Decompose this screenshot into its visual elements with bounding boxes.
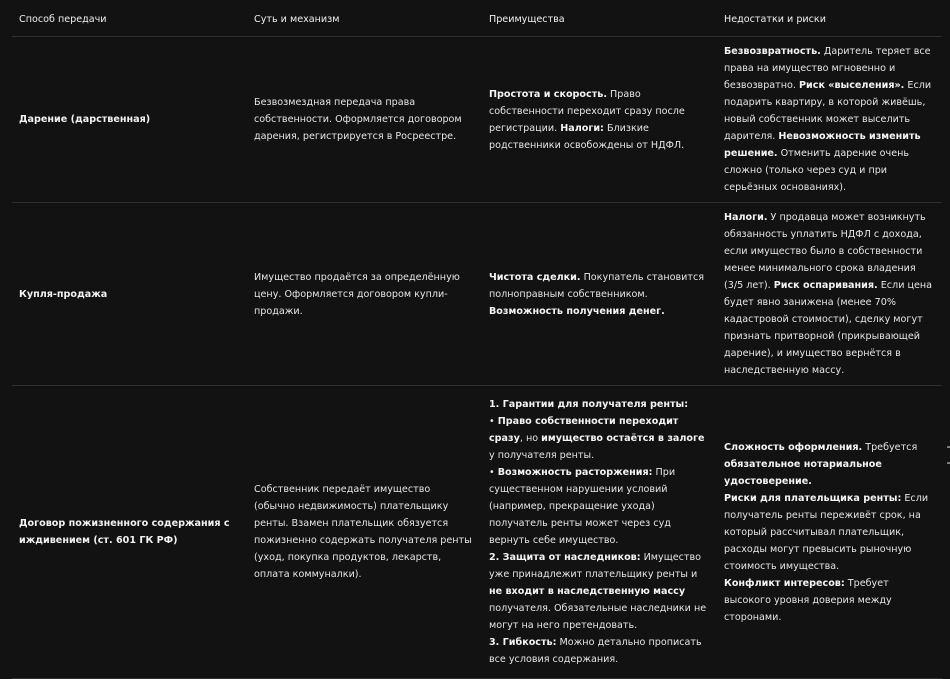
row-advantages-sale bbox=[482, 203, 717, 386]
row-risks-gift bbox=[717, 37, 942, 203]
cell-text: Право собственности переходит сразу после регистрации. bbox=[489, 88, 685, 134]
cell-paragraph bbox=[724, 575, 934, 626]
table-row bbox=[12, 37, 942, 203]
cell-paragraph bbox=[724, 439, 934, 490]
bold-term: Налоги: bbox=[560, 122, 604, 134]
row-method-sale: Купля-продажа bbox=[12, 203, 247, 386]
cell-text: Требуется bbox=[862, 441, 918, 453]
row-method-gift: Дарение (дарственная) bbox=[12, 37, 247, 203]
header-essence: Суть и механизм bbox=[247, 0, 482, 37]
bold-term: Риск оспаривания. bbox=[773, 280, 878, 291]
cell-paragraph bbox=[489, 634, 709, 668]
cell-text: Если получатель ренты переживёт срок, на который рассчитывал плательщик, расходы могут превысить рыночную стоимость имущества. bbox=[724, 492, 929, 572]
bold-term: Право собственности переходит сразу bbox=[489, 416, 679, 444]
cell-text: Даритель теряет все права на имущество мгновенно и безвозвратно. bbox=[724, 46, 931, 91]
bold-term: 2. Защита от наследников: bbox=[489, 552, 641, 563]
cell-text: Отменить дарение очень сложно (только через суд и при серьёзных основаниях). bbox=[724, 148, 910, 193]
table-row bbox=[12, 386, 942, 679]
cell-paragraph bbox=[489, 413, 709, 464]
cell-text: Если цена будет явно занижена (менее 70% кадастровой стоимости), сделку могут признать притворной (прикрывающей дарение), и имущество вернётся в наследственную массу. bbox=[724, 280, 933, 376]
row-risks-annuity bbox=[717, 386, 942, 679]
cell-text: , но bbox=[519, 433, 542, 444]
bold-term: Невозможность изменить решение. bbox=[724, 131, 921, 159]
bold-term: Чистота сделки. bbox=[489, 271, 581, 283]
cell-text: получателя. Обязательные наследники не могут на него претендовать. bbox=[489, 603, 707, 631]
row-essence-sale: Имущество продаётся за определённую цену. Оформляется договором купли-продажи. bbox=[247, 203, 482, 386]
bold-term: Возможность получения денег. bbox=[489, 305, 665, 317]
header-method: Способ передачи bbox=[12, 0, 247, 37]
cell-text: Можно детально прописать все условия содержания. bbox=[489, 637, 702, 665]
bold-term: 3. Гибкость: bbox=[489, 637, 557, 648]
bold-term: 1. Гарантии для получателя ренты: bbox=[489, 399, 689, 410]
bold-term: имущество остаётся в залоге bbox=[541, 433, 705, 444]
cell-text: Требует высокого уровня доверия между сторонами. bbox=[724, 577, 892, 623]
cell-paragraph bbox=[489, 464, 709, 549]
cell-text: Близкие родственники освобождены от НДФЛ. bbox=[489, 122, 685, 151]
header-risks: Недостатки и риски bbox=[717, 0, 942, 37]
bold-term: Сложность оформления. bbox=[724, 441, 863, 453]
header-advantages: Преимущества bbox=[482, 0, 717, 37]
row-advantages-annuity bbox=[482, 386, 717, 679]
bold-term: обязательное нотариальное удостоверение. bbox=[724, 458, 882, 487]
cell-text: При существенном нарушении условий (например, прекращение ухода) получатель ренты может через суд вернуть себе имущество. bbox=[489, 467, 676, 546]
bold-term: не входит в наследственную массу bbox=[489, 586, 686, 597]
row-essence-gift: Безвозмездная передача права собственности. Оформляется договором дарения, регистрируется в Росреестре. bbox=[247, 37, 482, 203]
cell-text: Покупатель становится полноправным собственником. bbox=[489, 271, 705, 300]
row-risks-sale bbox=[717, 203, 942, 386]
bold-term: Риски для плательщика ренты: bbox=[724, 492, 902, 504]
bold-term: Простота и скорость. bbox=[489, 88, 607, 100]
comparison-table bbox=[12, 0, 942, 679]
table-row bbox=[12, 203, 942, 386]
bold-term: Конфликт интересов: bbox=[724, 577, 845, 589]
row-essence-annuity: Собственник передаёт имущество (обычно недвижимость) плательщику ренты. Взамен плательщик обязуется пожизненно содержать получателя ренты (уход, покупка продуктов, лекарств, оплата коммуналки). bbox=[247, 386, 482, 679]
bold-term: Безвозвратность. bbox=[724, 46, 821, 57]
cell-paragraph bbox=[489, 549, 709, 634]
cell-text: у получателя ренты. bbox=[489, 450, 595, 461]
table-header-row bbox=[12, 0, 942, 37]
cell-text: Если подарить квартиру, в которой живёшь, новый собственник может выселить дарителя. bbox=[724, 80, 932, 142]
cell-paragraph bbox=[489, 396, 709, 413]
row-method-annuity: Договор пожизненного содержания с иждивением (ст. 601 ГК РФ) bbox=[12, 386, 247, 679]
bold-term: Налоги. bbox=[724, 212, 768, 223]
cell-text: Имущество уже принадлежит плательщику ренты и bbox=[489, 552, 702, 580]
cell-text: У продавца может возникнуть обязанность уплатить НДФЛ с дохода, если имущество было в собственности менее минимального срока владения (3/5 лет). bbox=[724, 212, 926, 291]
cell-text: • bbox=[489, 467, 498, 478]
cell-text: • bbox=[489, 416, 498, 427]
cell-paragraph bbox=[724, 490, 934, 575]
bold-term: Возможность расторжения: bbox=[497, 467, 653, 478]
row-advantages-gift bbox=[482, 37, 717, 203]
bold-term: Риск «выселения». bbox=[799, 80, 905, 91]
